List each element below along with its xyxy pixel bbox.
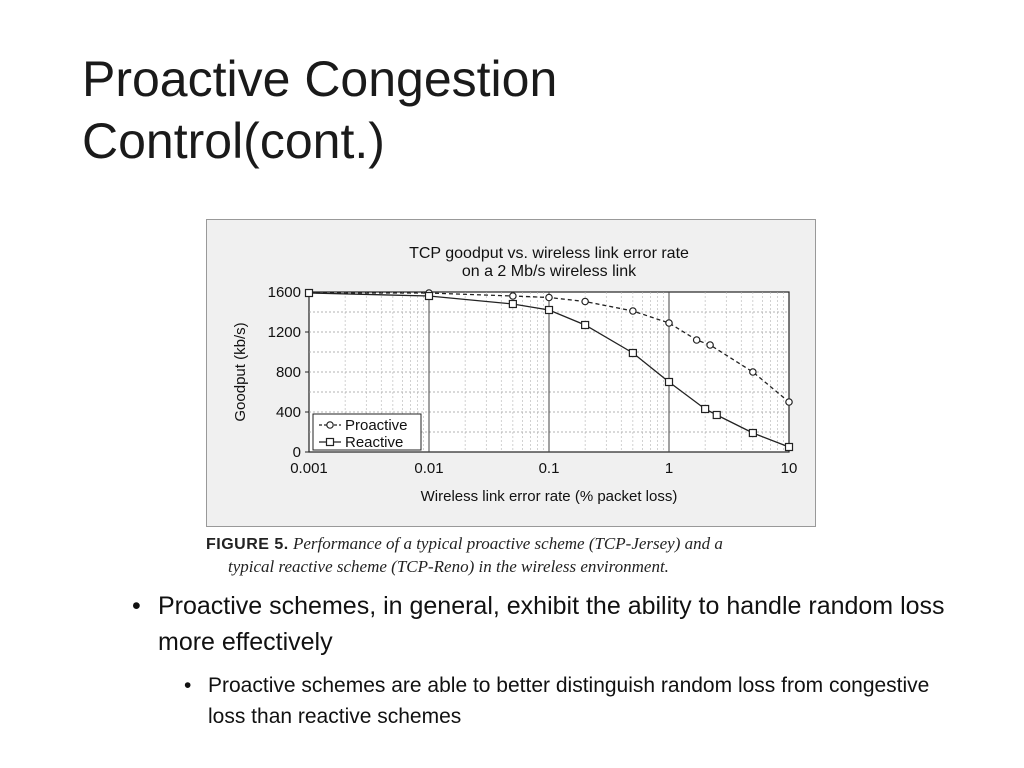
goodput-chart bbox=[207, 220, 817, 528]
point-reactive bbox=[306, 290, 313, 297]
chart-title-line1: TCP goodput vs. wireless link error rate bbox=[409, 245, 689, 262]
point-reactive bbox=[509, 301, 516, 308]
point-reactive bbox=[426, 293, 433, 300]
x-tick-label: 0.001 bbox=[290, 460, 328, 477]
x-axis-label: Wireless link error rate (% packet loss) bbox=[420, 488, 678, 505]
x-tick-label: 10 bbox=[780, 460, 798, 477]
point-proactive bbox=[666, 320, 672, 326]
point-reactive bbox=[546, 307, 553, 314]
point-proactive bbox=[693, 337, 699, 343]
legend-marker-proactive bbox=[327, 422, 333, 428]
point-proactive bbox=[750, 369, 756, 375]
figure-caption bbox=[206, 533, 826, 578]
point-reactive bbox=[629, 350, 636, 357]
caption-text-line2: typical reactive scheme (TCP-Reno) in the wireless environment. bbox=[228, 557, 669, 576]
legend bbox=[313, 414, 421, 451]
legend-marker-reactive bbox=[327, 439, 334, 446]
point-proactive bbox=[630, 308, 636, 314]
point-reactive bbox=[666, 379, 673, 386]
point-proactive bbox=[582, 298, 588, 304]
legend-label-reactive: Reactive bbox=[345, 434, 404, 451]
caption-text-line1: Performance of a typical proactive scheme (TCP-Jersey) and a bbox=[292, 534, 723, 553]
x-tick-label: 0.01 bbox=[414, 460, 444, 477]
point-reactive bbox=[713, 412, 720, 419]
bullet-main: • Proactive schemes, in general, exhibit the ability to handle random loss more effectively bbox=[132, 588, 952, 660]
slide-title-line2: Control(cont.) bbox=[82, 113, 385, 169]
y-axis-label: Goodput (kb/s) bbox=[232, 322, 249, 422]
y-tick-label: 800 bbox=[275, 364, 301, 381]
y-tick-label: 1600 bbox=[267, 284, 301, 301]
x-tick-label: 0.1 bbox=[538, 460, 560, 477]
point-proactive bbox=[546, 294, 552, 300]
figure-panel bbox=[206, 219, 816, 527]
point-reactive bbox=[702, 406, 709, 413]
point-reactive bbox=[582, 322, 589, 329]
bullet-sub: • Proactive schemes are able to better distinguish random loss from congestive loss than reactive schemes bbox=[184, 670, 952, 732]
point-reactive bbox=[749, 430, 756, 437]
bullet-list bbox=[132, 588, 952, 732]
point-proactive bbox=[707, 342, 713, 348]
slide-title-line1: Proactive Congestion bbox=[82, 51, 558, 107]
caption-label: FIGURE 5. bbox=[206, 536, 289, 553]
y-tick-label: 0 bbox=[292, 444, 301, 461]
point-reactive bbox=[786, 444, 793, 451]
y-tick-label: 400 bbox=[275, 404, 301, 421]
chart-title-line2: on a 2 Mb/s wireless link bbox=[461, 263, 637, 280]
slide-title bbox=[82, 48, 942, 172]
legend-label-proactive: Proactive bbox=[345, 417, 408, 434]
x-tick-label: 1 bbox=[664, 460, 674, 477]
point-proactive bbox=[510, 293, 516, 299]
point-proactive bbox=[786, 399, 792, 405]
y-tick-label: 1200 bbox=[267, 324, 301, 341]
